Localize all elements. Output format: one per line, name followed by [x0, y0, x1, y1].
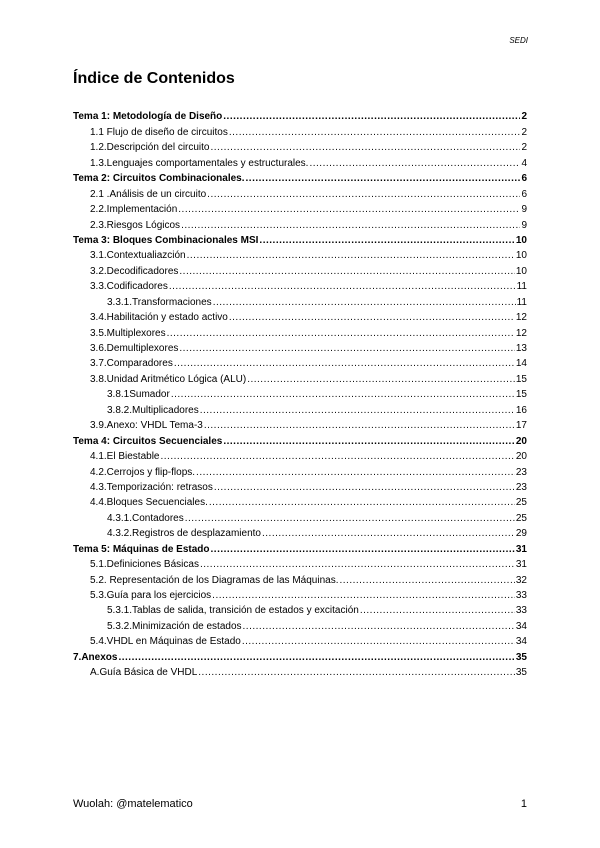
toc-entry[interactable]: [73, 232, 527, 247]
toc-entry-label: 5.3.1.Tablas de salida, transición de estados y excitación: [107, 605, 359, 617]
toc-entry[interactable]: [73, 525, 527, 540]
toc-entry[interactable]: [73, 340, 527, 355]
toc-entry[interactable]: [73, 648, 527, 663]
toc-entry-label: 5.4.VHDL en Máquinas de Estado: [90, 636, 241, 648]
toc-entry-page: 16: [515, 404, 527, 416]
toc-entry[interactable]: [73, 602, 527, 617]
toc-entry-label: 4.4.Bloques Secuenciales.: [90, 497, 208, 509]
toc-entry[interactable]: [73, 509, 527, 524]
toc-leader-dots: [209, 497, 515, 509]
toc-leader-dots: [242, 636, 515, 648]
toc-entry-label: 1.2.Descripción del circuito: [90, 142, 210, 154]
toc-entry-page: 9: [521, 219, 527, 231]
toc-entry[interactable]: [73, 463, 527, 478]
toc-entry[interactable]: [73, 293, 527, 308]
toc-entry-label: 3.1.Contextualiazción: [90, 250, 186, 262]
toc-entry[interactable]: [73, 587, 527, 602]
toc-entry-label: 3.8.Unidad Aritmético Lógica (ALU): [90, 373, 247, 385]
toc-entry-label: Tema 5: Máquinas de Estado: [73, 543, 210, 555]
toc-entry-page: 12: [515, 312, 527, 324]
toc-leader-dots: [247, 374, 515, 386]
toc-entry[interactable]: [73, 370, 527, 385]
toc-leader-dots: [212, 590, 515, 602]
toc-entry-page: 33: [515, 590, 527, 601]
toc-entry[interactable]: [73, 154, 527, 169]
toc-entry-page: 25: [515, 497, 527, 509]
toc-leader-dots: [200, 405, 515, 417]
toc-entry-page: 20: [515, 451, 527, 463]
toc-entry-label: 3.9.Anexo: VHDL Tema-3: [90, 420, 203, 432]
toc-leader-dots: [211, 544, 515, 556]
toc-entry-label: 5.2. Representación de los Diagramas de las Máquinas.: [90, 574, 339, 586]
toc-entry-page: 35: [515, 651, 527, 663]
toc-entry-label: 5.1.Definiciones Básicas: [90, 559, 199, 571]
toc-entry[interactable]: [73, 216, 527, 231]
toc-entry-label: 2.1 .Análisis de un circuito: [90, 188, 207, 200]
toc-entry-page: 2: [521, 126, 527, 138]
toc-leader-dots: [179, 266, 514, 278]
toc-entry[interactable]: [73, 479, 527, 494]
toc-leader-dots: [229, 127, 521, 139]
toc-leader-dots: [196, 467, 515, 479]
toc-entry-label: 7.Anexos: [73, 651, 118, 663]
toc-leader-dots: [161, 451, 515, 463]
toc-entry-page: 15: [515, 373, 527, 385]
toc-entry[interactable]: [73, 448, 527, 463]
toc-entry-label: Tema 1: Metodología de Diseño: [73, 111, 223, 123]
page-title: Índice de Contenidos: [73, 70, 235, 87]
toc-leader-dots: [200, 559, 515, 571]
toc-entry-label: 3.8.1Sumador: [107, 389, 170, 401]
toc-entry-page: 34: [515, 620, 527, 632]
toc-entry-label: 4.3.1.Contadores: [107, 512, 184, 524]
toc-entry-page: 25: [515, 512, 527, 524]
toc-entry-page: 17: [515, 420, 527, 432]
toc-entry-page: 23: [515, 481, 527, 493]
toc-entry-page: 6: [521, 188, 527, 200]
toc-entry[interactable]: [73, 278, 527, 293]
toc-leader-dots: [229, 312, 515, 324]
toc-entry-page: 4: [521, 157, 527, 169]
toc-entry-page: 12: [515, 327, 527, 339]
toc-entry[interactable]: [73, 139, 527, 154]
toc-entry[interactable]: [73, 201, 527, 216]
toc-entry[interactable]: [73, 185, 527, 200]
toc-entry[interactable]: [73, 617, 527, 632]
toc-entry-label: Tema 4: Circuitos Secuenciales: [73, 435, 223, 447]
toc-leader-dots: [214, 482, 515, 494]
toc-entry-label: 1.3.Lenguajes comportamentales y estructurales.: [90, 157, 309, 169]
toc-entry-page: 31: [515, 543, 527, 555]
toc-entry-page: 2: [521, 111, 527, 123]
toc-entry-page: 11: [516, 281, 527, 293]
toc-leader-dots: [339, 575, 514, 587]
toc-entry-page: 13: [515, 343, 527, 354]
toc-entry-page: 10: [515, 250, 527, 262]
toc-leader-dots: [360, 605, 515, 617]
toc-entry-label: 3.3.Codificadores: [90, 281, 168, 293]
toc-entry[interactable]: [73, 355, 527, 370]
toc-leader-dots: [181, 220, 520, 232]
toc-entry-page: 29: [515, 528, 527, 540]
toc-entry[interactable]: [73, 247, 527, 262]
toc-leader-dots: [309, 158, 520, 170]
toc-entry-label: 5.3.2.Minimización de estados: [107, 620, 242, 632]
toc-entry-label: 3.7.Comparadores: [90, 358, 173, 370]
toc-entry[interactable]: [73, 324, 527, 339]
toc-entry[interactable]: [73, 108, 527, 123]
toc-entry[interactable]: [73, 571, 527, 586]
header-tag: SEDI: [509, 36, 528, 45]
toc-entry-page: 9: [521, 204, 527, 216]
toc-leader-dots: [169, 281, 516, 293]
toc-leader-dots: [174, 358, 515, 370]
toc-entry[interactable]: [73, 309, 527, 324]
toc-entry-page: 31: [515, 559, 527, 571]
toc-entry-page: 32: [515, 574, 527, 586]
toc-leader-dots: [179, 343, 515, 355]
toc-entry-label: 3.4.Habilitación y estado activo: [90, 312, 228, 324]
toc-leader-dots: [204, 420, 515, 432]
toc-entry-page: 23: [515, 466, 527, 478]
toc-entry-label: 3.8.2.Multiplicadores: [107, 404, 199, 416]
toc-entry[interactable]: [73, 633, 527, 648]
toc-entry-page: 10: [515, 234, 527, 246]
toc-entry-page: 6: [521, 173, 527, 185]
toc-entry[interactable]: [73, 556, 527, 571]
toc-entry[interactable]: [73, 401, 527, 416]
toc-entry-label: Tema 3: Bloques Combinacionales MSI: [73, 234, 259, 246]
toc-entry-page: 35: [515, 667, 527, 679]
toc-entry[interactable]: [73, 262, 527, 277]
toc-entry[interactable]: [73, 123, 527, 138]
footer-page-number: 1: [520, 798, 527, 810]
toc-entry-page: 11: [516, 296, 527, 308]
toc-entry-page: 15: [515, 389, 527, 401]
toc-entry-label: 3.3.1.Transformaciones: [107, 296, 212, 308]
toc-leader-dots: [213, 297, 516, 309]
toc-leader-dots: [259, 235, 514, 247]
toc-entry-page: 34: [515, 636, 527, 648]
toc-leader-dots: [223, 111, 520, 123]
toc-entry[interactable]: [73, 432, 527, 447]
toc-entry-page: 14: [515, 358, 527, 370]
toc-leader-dots: [118, 652, 514, 664]
toc-entry-label: 1.1 Flujo de diseño de circuitos: [90, 126, 228, 138]
footer-author: Wuolah: @matelematico: [73, 798, 193, 810]
toc-entry[interactable]: [73, 664, 527, 679]
toc-entry[interactable]: [73, 540, 527, 555]
toc-leader-dots: [185, 513, 515, 525]
toc-leader-dots: [262, 528, 515, 540]
toc-entry[interactable]: [73, 386, 527, 401]
toc-leader-dots: [207, 189, 520, 201]
toc-leader-dots: [198, 667, 515, 679]
toc-entry-label: 4.1.El Biestable: [90, 451, 160, 463]
toc-entry-label: 4.2.Cerrojos y flip-flops.: [90, 466, 196, 478]
toc-leader-dots: [246, 173, 521, 185]
toc-leader-dots: [243, 621, 515, 633]
toc-leader-dots: [211, 142, 521, 154]
toc-leader-dots: [178, 204, 520, 216]
toc-entry-label: 5.3.Guía para los ejercicios: [90, 590, 212, 601]
toc-entry-page: 10: [515, 265, 527, 277]
toc-entry-label: 3.6.Demultiplexores: [90, 343, 179, 354]
toc-entry[interactable]: [73, 170, 527, 185]
toc-entry-label: 3.5.Multiplexores: [90, 327, 166, 339]
toc-entry-label: 4.3.Temporización: retrasos: [90, 481, 213, 493]
toc-entry[interactable]: [73, 417, 527, 432]
toc-entry-label: Tema 2: Circuitos Combinacionales.: [73, 173, 245, 185]
toc-entry-page: 20: [515, 435, 527, 447]
toc-leader-dots: [223, 436, 515, 448]
toc-entry-label: 2.2.Implementación: [90, 204, 178, 216]
toc-entry-label: A.Guía Básica de VHDL: [90, 667, 198, 679]
toc-leader-dots: [167, 328, 515, 340]
toc-leader-dots: [187, 250, 515, 262]
table-of-contents: [73, 108, 527, 679]
toc-entry-page: 2: [521, 142, 527, 154]
toc-entry-page: 33: [515, 605, 527, 617]
toc-entry-label: 2.3.Riesgos Lógicos: [90, 219, 181, 231]
toc-entry-label: 3.2.Decodificadores: [90, 265, 179, 277]
toc-entry-label: 4.3.2.Registros de desplazamiento: [107, 528, 261, 540]
toc-entry[interactable]: [73, 494, 527, 509]
toc-leader-dots: [171, 389, 515, 401]
